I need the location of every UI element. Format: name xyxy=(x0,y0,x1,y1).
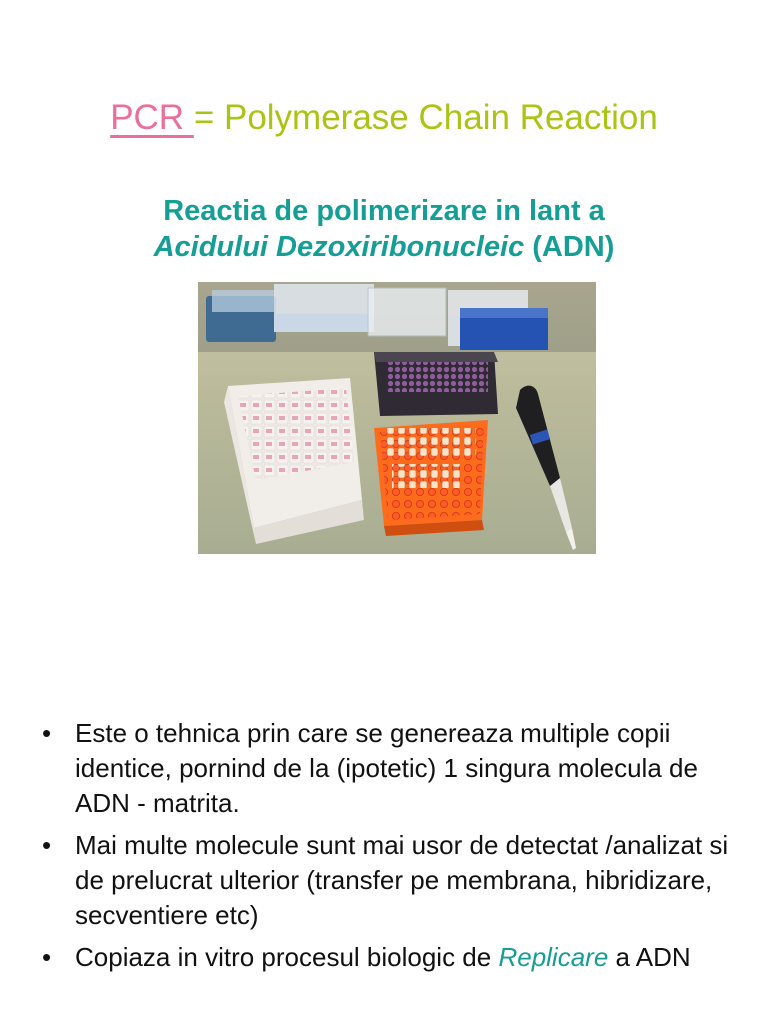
bullet-text: Mai multe molecule sunt mai usor de detectat /analizat si de prelucrat ulterior (transfer pe membrana, hibridizare, secventiere etc) xyxy=(75,830,729,930)
bullet-item xyxy=(42,940,742,975)
pcr-expansion: = Polymerase Chain Reaction xyxy=(193,98,658,137)
subtitle-line-2 xyxy=(0,229,768,265)
bullet-text-post: a ADN xyxy=(608,942,691,972)
replicare-term: Replicare xyxy=(498,942,609,972)
subtitle-italic-term: Acidului Dezoxiribonucleic xyxy=(153,231,525,263)
slide-subtitle xyxy=(0,193,768,265)
bullet-text: Este o tehnica prin care se genereaza multiple copii identice, pornind de la (ipotetic) 1 singura molecula de ADN - matrita. xyxy=(75,718,698,818)
subtitle-abbreviation: (ADN) xyxy=(524,231,615,263)
bullet-marker: • xyxy=(42,830,52,860)
bullet-item xyxy=(42,716,742,821)
bullet-list xyxy=(42,716,742,982)
lab-equipment-photo xyxy=(198,282,596,554)
subtitle-line-1: Reactia de polimerizare in lant a xyxy=(163,195,605,227)
pcr-acronym: PCR xyxy=(110,98,194,137)
slide-title xyxy=(0,94,768,142)
bullet-item xyxy=(42,828,742,933)
bullet-marker: • xyxy=(42,942,52,972)
bullet-marker: • xyxy=(42,718,52,748)
bullet-text-pre: Copiaza in vitro procesul biologic de xyxy=(75,942,499,972)
